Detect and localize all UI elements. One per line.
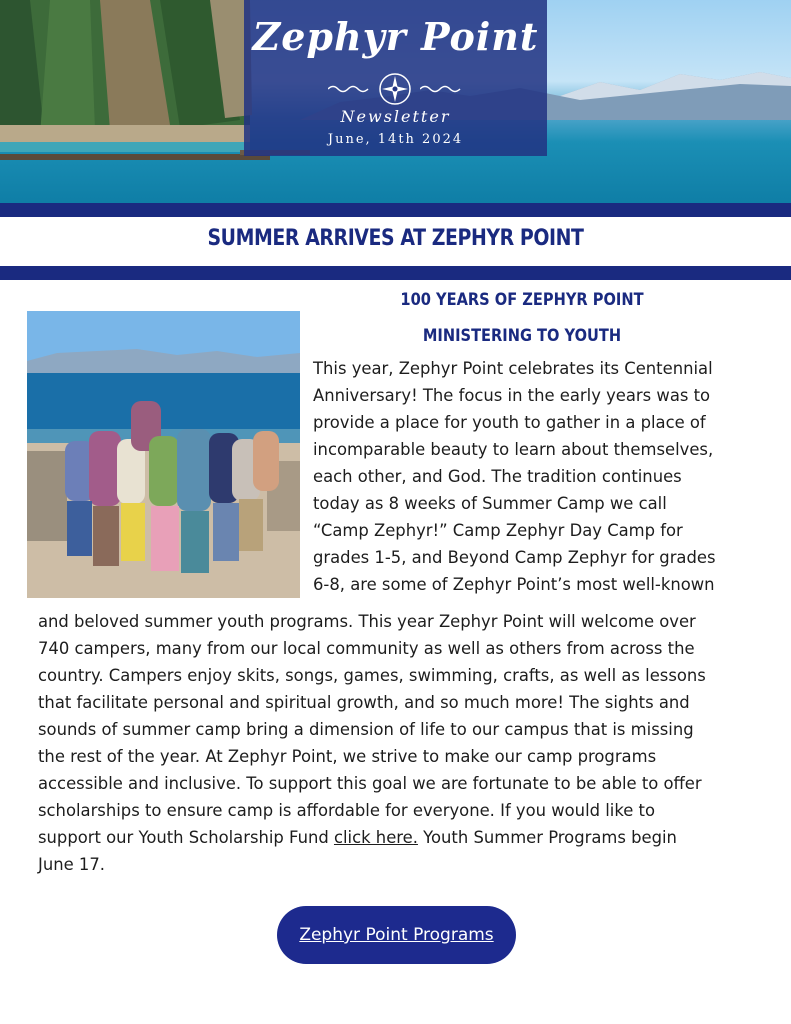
article-line: This year, Zephyr Point celebrates its Centennial: [313, 359, 713, 378]
newsletter-title: Zephyr Point: [252, 14, 539, 59]
article-body: [38, 608, 768, 878]
article-line: country. Campers enjoy skits, songs, games, swimming, crafts, as well as lessons: [38, 666, 706, 685]
zephyr-point-programs-button[interactable]: Zephyr Point Programs: [277, 906, 516, 964]
article-line: today as 8 weeks of Summer Camp we call: [313, 494, 667, 513]
article-subheading-line-2: MINISTERING TO YOUTH: [422, 326, 622, 346]
article-subheading-line-1: 100 YEARS OF ZEPHYR POINT: [400, 290, 644, 310]
article-line: sounds of summer camp bring a dimension of life to our campus that is missing: [38, 720, 694, 739]
article-intro: [313, 355, 758, 598]
compass-icon: [378, 72, 412, 106]
bottom-divider-band: [0, 266, 791, 280]
article-line: 740 campers, many from our local community as well as others from across the: [38, 639, 695, 658]
masthead: [244, 0, 547, 156]
line-prefix: support our Youth Scholarship Fund: [38, 828, 334, 847]
article-line: incomparable beauty to learn about themselves,: [313, 440, 714, 459]
issue-date: June, 14th 2024: [327, 132, 464, 147]
article-line: that facilitate personal and spiritual growth, and so much more! The sights and: [38, 693, 690, 712]
article-line: each other, and God. The tradition continues: [313, 467, 682, 486]
top-divider-band: [0, 203, 791, 217]
article-line: 6-8, are some of Zephyr Point’s most well-known: [313, 575, 715, 594]
article-line: accessible and inclusive. To support this goal we are fortunate to be able to offer: [38, 774, 702, 793]
wave-ornament-left: [328, 84, 370, 94]
forest-shoreline: [0, 0, 280, 203]
article-line: June 17.: [38, 855, 105, 874]
article-line: Anniversary! The focus in the early years was to: [313, 386, 711, 405]
article-line: and beloved summer youth programs. This year Zephyr Point will welcome over: [38, 612, 696, 631]
article-line: provide a place for youth to gather in a place of: [313, 413, 706, 432]
article-line: scholarships to ensure camp is affordable for everyone. If you would like to: [38, 801, 656, 820]
scholarship-link[interactable]: click here.: [333, 828, 418, 847]
headline: SUMMER ARRIVES AT ZEPHYR POINT: [207, 226, 584, 251]
article-line-with-link: [38, 824, 768, 851]
line-suffix: Youth Summer Programs begin: [417, 828, 677, 847]
article-line: grades 1-5, and Beyond Camp Zephyr for grades: [313, 548, 716, 567]
newsletter-subtitle: Newsletter: [340, 107, 451, 126]
campers-group-photo: [27, 311, 300, 598]
header-banner: [0, 0, 791, 203]
article-line: the rest of the year. At Zephyr Point, we strive to make our camp programs: [38, 747, 657, 766]
article-line: “Camp Zephyr!” Camp Zephyr Day Camp for: [313, 521, 683, 540]
wave-ornament-right: [420, 84, 462, 94]
